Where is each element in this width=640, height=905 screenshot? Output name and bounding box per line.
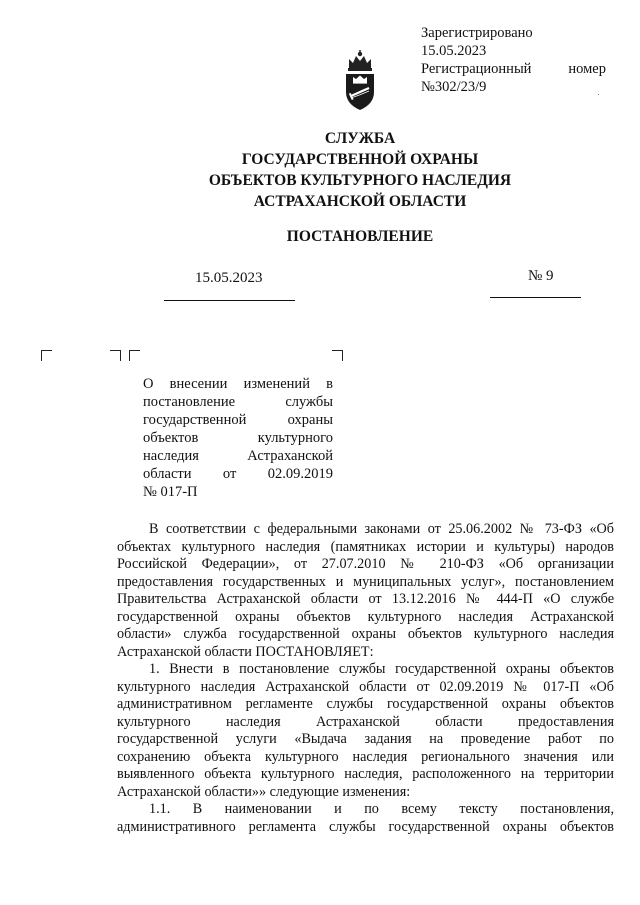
body-line: области» служба государственной охраны объектов культурного наследия [117, 626, 614, 642]
document-body [117, 521, 614, 836]
body-line: Астраханской области»» следующие изменения: [117, 783, 411, 800]
body-line: 1. Внести в постановление службы государственной охраны объектов [149, 661, 614, 677]
corner-bracket [41, 350, 52, 361]
body-line: культурного наследия Астраханской области от 02.09.2019 № 017-П «Об [117, 678, 614, 695]
body-line: административном регламенте службы государственной охраны объектов [117, 696, 614, 712]
corner-bracket [110, 350, 121, 361]
body-line: В соответствии с федеральными законами от 25.06.2002 № 73-ФЗ «Об [149, 521, 614, 537]
corner-bracket [129, 350, 140, 361]
agency-heading-line: СЛУЖБА [324, 130, 396, 147]
body-line: выявленного объекта культурного наследия, расположенного на территории [117, 766, 614, 782]
document-date: 15.05.2023 [195, 270, 263, 286]
coat-of-arms-icon [343, 48, 377, 112]
title-line: О внесении изменений в [143, 376, 333, 392]
body-line: предоставления государственных и муниципальных услуг», постановлением [117, 573, 614, 590]
title-line: области от 02.09.2019 [143, 466, 333, 482]
body-line: культурного наследия Астраханской области предоставления [117, 713, 614, 730]
agency-heading-line: ГОСУДАРСТВЕННОЙ ОХРАНЫ [241, 151, 479, 168]
body-line: 1.1. В наименовании и по всему тексту постановления, [149, 801, 614, 817]
body-line: сохранению объекта культурного наследия регионального значения или [117, 748, 614, 765]
corner-bracket [332, 350, 343, 361]
title-line: наследия Астраханской [143, 448, 333, 464]
document-title [143, 375, 333, 501]
body-line: объектах культурного наследия (памятниках истории и культуры) народов [117, 538, 614, 555]
body-line: Астраханской области ПОСТАНОВЛЯЕТ: [117, 643, 374, 660]
title-line: № 017-П [143, 484, 198, 500]
date-underline [164, 300, 295, 301]
title-line: государственной охраны [143, 412, 333, 428]
body-line: Правительства Астраханской области от 13.12.2016 № 444-П «О службе [117, 591, 614, 607]
registration-number: №302/23/9 [421, 79, 487, 95]
registration-number-label-right: номер [568, 61, 606, 77]
document-type: ПОСТАНОВЛЕНИЕ [286, 228, 434, 245]
registration-number-label [421, 60, 606, 78]
title-line: постановление службы [143, 394, 333, 410]
document-number: № 9 [528, 268, 554, 284]
body-line: Российской Федерации», от 27.07.2010 № 210-ФЗ «Об организации [117, 556, 614, 572]
registration-label: Зарегистрировано [421, 25, 533, 41]
body-line: государственной охраны объектов культурного наследия Астраханской [117, 608, 614, 625]
registration-number-label-left: Регистрационный [421, 61, 532, 77]
body-line: административного регламента службы государственной охраны объектов [117, 818, 614, 835]
scan-speck [598, 94, 599, 95]
title-line: объектов культурного [143, 430, 333, 446]
number-underline [490, 297, 581, 298]
agency-heading-line: АСТРАХАНСКОЙ ОБЛАСТИ [253, 193, 467, 210]
registration-date: 15.05.2023 [421, 43, 487, 59]
agency-heading [150, 128, 570, 212]
registration-stamp [421, 24, 606, 96]
agency-heading-line: ОБЪЕКТОВ КУЛЬТУРНОГО НАСЛЕДИЯ [208, 172, 512, 189]
body-line: государственной услуги «Выдача задания на проведение работ по [117, 731, 614, 747]
